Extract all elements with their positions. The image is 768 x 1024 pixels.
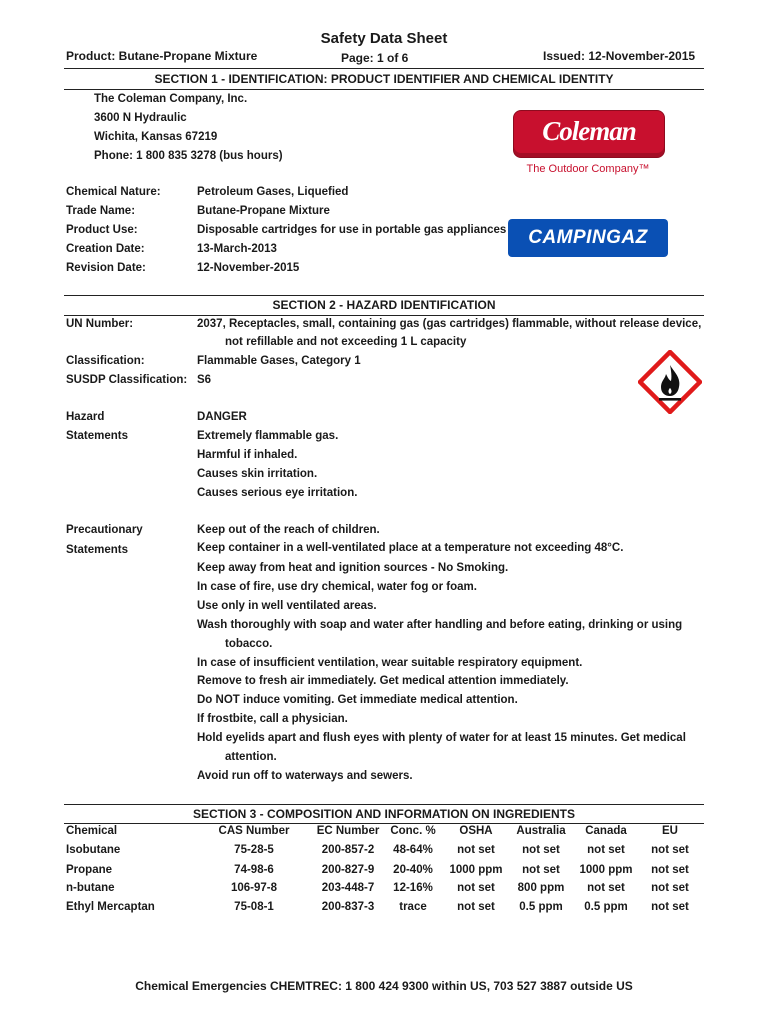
precaution-statement-cont: tobacco. (225, 638, 273, 650)
precaution-label: Statements (66, 544, 128, 556)
column-header-eu: EU (662, 825, 678, 837)
precaution-statement: Keep out of the reach of children. (197, 524, 380, 536)
issued-date: Issued: 12-November-2015 (543, 49, 696, 63)
signal-word: DANGER (197, 411, 247, 423)
table-cell: Propane (66, 864, 113, 876)
column-header-ec: EC Number (316, 825, 380, 837)
section-2-title: SECTION 2 - HAZARD IDENTIFICATION (272, 298, 496, 312)
table-cell: 203-448-7 (321, 882, 375, 894)
hazard-label: Statements (66, 430, 128, 442)
table-cell: 1000 ppm (579, 864, 633, 876)
precaution-statement: Remove to fresh air immediately. Get medical attention immediately. (197, 675, 569, 687)
table-cell: 75-28-5 (234, 844, 274, 856)
field-label: Revision Date: (66, 262, 146, 274)
page-number: Page: 1 of 6 (341, 51, 409, 65)
precaution-statement: If frostbite, call a physician. (197, 713, 348, 725)
table-cell: 1000 ppm (449, 864, 503, 876)
precaution-statement: In case of fire, use dry chemical, water fog or foam. (197, 581, 477, 593)
column-header-osha: OSHA (459, 825, 493, 837)
hazard-label: Hazard (66, 411, 105, 423)
un-number-value: 2037, Receptacles, small, containing gas (gas cartridges) flammable, without release device, (197, 318, 702, 330)
company-street: 3600 N Hydraulic (94, 112, 187, 124)
precaution-statement-cont: attention. (225, 751, 277, 763)
precaution-statement: Keep away from heat and ignition sources - No Smoking. (197, 562, 509, 574)
column-header-cas: CAS Number (218, 825, 290, 837)
precaution-statement: Do NOT induce vomiting. Get immediate medical attention. (197, 694, 518, 706)
product-use-value: Disposable cartridges for use in portable gas appliances (197, 224, 507, 236)
hazard-statement: Harmful if inhaled. (197, 449, 298, 461)
table-cell: 12-16% (393, 882, 433, 894)
table-cell: n-butane (66, 882, 115, 894)
table-cell: 200-827-9 (321, 864, 375, 876)
hazard-statement: Extremely flammable gas. (197, 430, 339, 442)
table-cell: not set (651, 864, 689, 876)
classification-label: Classification: (66, 355, 145, 367)
table-cell: not set (587, 844, 625, 856)
field-label: Product Use: (66, 224, 138, 236)
precaution-statement: Wash thoroughly with soap and water after handling and before eating, drinking or using (197, 619, 683, 631)
section-1-title: SECTION 1 - IDENTIFICATION: PRODUCT IDENTIFIER AND CHEMICAL IDENTITY (154, 72, 614, 86)
coleman-tagline: The Outdoor Company™ (526, 163, 650, 175)
precaution-label: Precautionary (66, 524, 143, 536)
table-cell: 200-837-3 (321, 901, 375, 913)
campingaz-logo (508, 219, 668, 257)
field-label: Chemical Nature: (66, 186, 161, 198)
table-cell: 0.5 ppm (519, 901, 563, 913)
trade-name-value: Butane-Propane Mixture (197, 205, 330, 217)
section-divider (64, 804, 704, 805)
precaution-statement: Keep container in a well-ventilated place at a temperature not exceeding 48°C. (197, 542, 624, 554)
precaution-statement: Avoid run off to waterways and sewers. (197, 770, 413, 782)
coleman-logo-text: Coleman (542, 116, 636, 146)
column-header-canada: Canada (585, 825, 627, 837)
document-title: Safety Data Sheet (320, 30, 448, 47)
table-cell: not set (587, 882, 625, 894)
column-header-australia: Australia (516, 825, 566, 837)
table-cell: Ethyl Mercaptan (66, 901, 155, 913)
table-cell: 106-97-8 (230, 882, 278, 894)
product-name: Product: Butane-Propane Mixture (66, 49, 258, 63)
precaution-statement: Use only in well ventilated areas. (197, 600, 377, 612)
flame-pictogram-icon (638, 350, 702, 414)
table-cell: 20-40% (393, 864, 433, 876)
table-cell: 0.5 ppm (584, 901, 628, 913)
table-cell: 48-64% (393, 844, 433, 856)
table-cell: not set (651, 844, 689, 856)
section-divider (64, 89, 704, 90)
chemical-nature-value: Petroleum Gases, Liquefied (197, 186, 349, 198)
company-name: The Coleman Company, Inc. (94, 93, 248, 105)
table-cell: not set (522, 844, 560, 856)
creation-date-value: 13-March-2013 (197, 243, 277, 255)
hazard-statement: Causes serious eye irritation. (197, 487, 358, 499)
susdp-label: SUSDP Classification: (66, 374, 188, 386)
un-number-value-cont: not refillable and not exceeding 1 L capacity (225, 336, 467, 348)
field-label: Trade Name: (66, 205, 136, 217)
table-cell: 800 ppm (517, 882, 565, 894)
table-cell: not set (651, 882, 689, 894)
table-cell: 74-98-6 (234, 864, 274, 876)
table-cell: 200-857-2 (321, 844, 375, 856)
classification-value: Flammable Gases, Category 1 (197, 355, 361, 367)
section-divider (64, 823, 704, 824)
precaution-statement: Hold eyelids apart and flush eyes with plenty of water for at least 15 minutes. Get medical (197, 732, 686, 744)
emergency-contact: Chemical Emergencies CHEMTREC: 1 800 424 9300 within US, 703 527 3887 outside US (135, 979, 633, 993)
susdp-value: S6 (197, 374, 212, 386)
table-cell: not set (457, 882, 495, 894)
table-cell: not set (457, 844, 495, 856)
table-cell: not set (651, 901, 689, 913)
coleman-logo (513, 110, 665, 158)
section-divider (64, 315, 704, 316)
section-3-title: SECTION 3 - COMPOSITION AND INFORMATION ON INGREDIENTS (192, 807, 575, 821)
revision-date-value: 12-November-2015 (197, 262, 300, 274)
precaution-statement: In case of insufficient ventilation, wear suitable respiratory equipment. (197, 657, 583, 669)
table-cell: 75-08-1 (234, 901, 274, 913)
table-cell: trace (399, 901, 427, 913)
company-phone: Phone: 1 800 835 3278 (bus hours) (94, 150, 283, 162)
hazard-statement: Causes skin irritation. (197, 468, 318, 480)
field-label: Creation Date: (66, 243, 145, 255)
campingaz-logo-text: CAMPINGAZ (528, 227, 648, 248)
table-cell: not set (457, 901, 495, 913)
column-header-chemical: Chemical (66, 825, 118, 837)
table-cell: not set (522, 864, 560, 876)
section-divider (64, 295, 704, 296)
company-city: Wichita, Kansas 67219 (94, 131, 218, 143)
un-number-label: UN Number: (66, 318, 134, 330)
column-header-conc: Conc. % (390, 825, 436, 837)
table-cell: Isobutane (66, 844, 121, 856)
section-divider (64, 68, 704, 69)
